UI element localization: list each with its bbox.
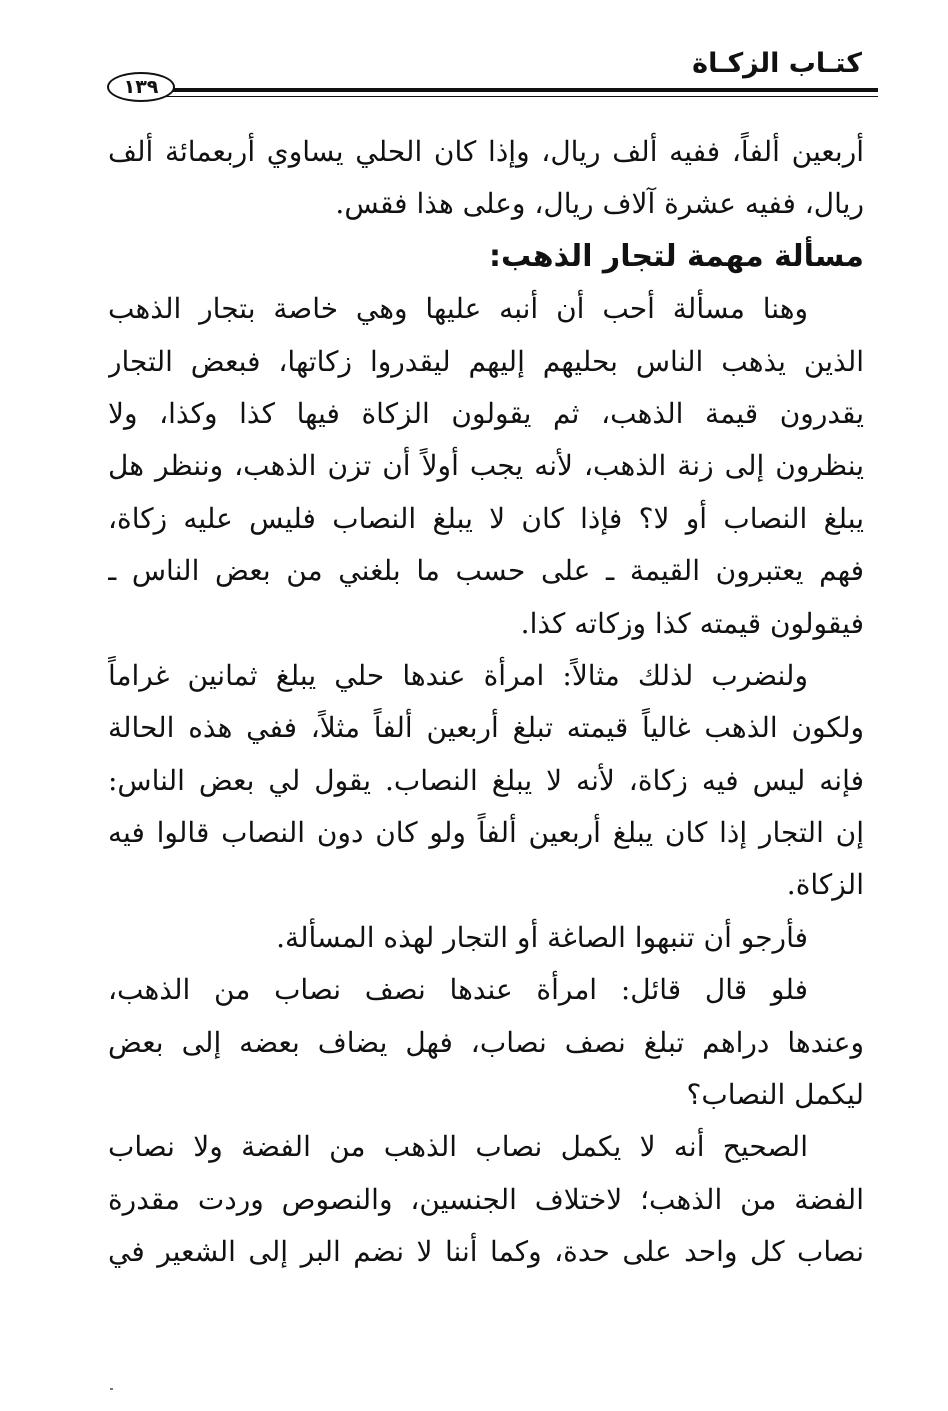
text-line: يقدرون قيمة الذهب، ثم يقولون الزكاة فيها كذا وكذا، ولا <box>108 396 864 430</box>
section-heading: مسألة مهمة لتجار الذهب: <box>489 238 864 274</box>
text-line: الفضة من الذهب؛ لاختلاف الجنسين، والنصوص وردت مقدرة <box>108 1182 864 1216</box>
scan-speck <box>110 1388 113 1390</box>
text-line: نصاب كل واحد على حدة، وكما أننا لا نضم البر إلى الشعير في <box>108 1235 864 1269</box>
text-line: فهم يعتبرون القيمة ـ على حسب ما بلغني من بعض الناس ـ <box>108 554 864 588</box>
text-line: فإنه ليس فيه زكاة، لأنه لا يبلغ النصاب. يقول لي بعض الناس: <box>108 763 864 797</box>
page-number: ١٣٩ <box>107 72 175 102</box>
text-line: ريال، ففيه عشرة آلاف ريال، وعلى هذا فقس. <box>335 187 864 221</box>
text-line: وهنا مسألة أحب أن أنبه عليها وهي خاصة بتجار الذهب <box>108 292 808 326</box>
text-line: فلو قال قائل: امرأة عندها نصف نصاب من الذهب، <box>108 973 808 1007</box>
text-line: إن التجار إذا كان يبلغ أربعين ألفاً ولو كان دون النصاب قالوا فيه <box>108 816 864 850</box>
body-text <box>108 126 864 1279</box>
header-rule <box>166 88 878 92</box>
text-line: فأرجو أن تنبهوا الصاغة أو التجار لهذه المسألة. <box>276 920 808 954</box>
text-line: ولنضرب لذلك مثالاً: امرأة عندها حلي يبلغ ثمانين غراماً <box>108 658 808 692</box>
running-header-title: كتـاب الزكـاة <box>692 48 862 79</box>
header-rule-thin <box>166 96 878 97</box>
text-line: الذين يذهب الناس بحليهم إليهم ليقدروا زكاتها، فبعض التجار <box>108 344 864 378</box>
text-line: الزكاة. <box>786 868 864 902</box>
text-line: أربعين ألفاً، ففيه ألف ريال، وإذا كان الحلي يساوي أربعمائة ألف <box>108 135 864 168</box>
text-line: الصحيح أنه لا يكمل نصاب الذهب من الفضة ولا نصاب <box>108 1130 808 1164</box>
text-line: ينظرون إلى زنة الذهب، لأنه يجب أولاً أن تزن الذهب، وننظر هل <box>108 449 864 483</box>
text-line: يبلغ النصاب أو لا؟ فإذا كان لا يبلغ النصاب فليس عليه زكاة، <box>108 501 864 535</box>
text-line: فيقولون قيمته كذا وزكاته كذا. <box>520 606 864 640</box>
text-line: ولكون الذهب غالياً قيمته تبلغ أربعين ألفاً مثلاً، ففي هذه الحالة <box>108 711 864 745</box>
text-line: وعندها دراهم تبلغ نصف نصاب، فهل يضاف بعضه إلى بعض <box>108 1025 864 1059</box>
text-line: ليكمل النصاب؟ <box>686 1078 864 1112</box>
